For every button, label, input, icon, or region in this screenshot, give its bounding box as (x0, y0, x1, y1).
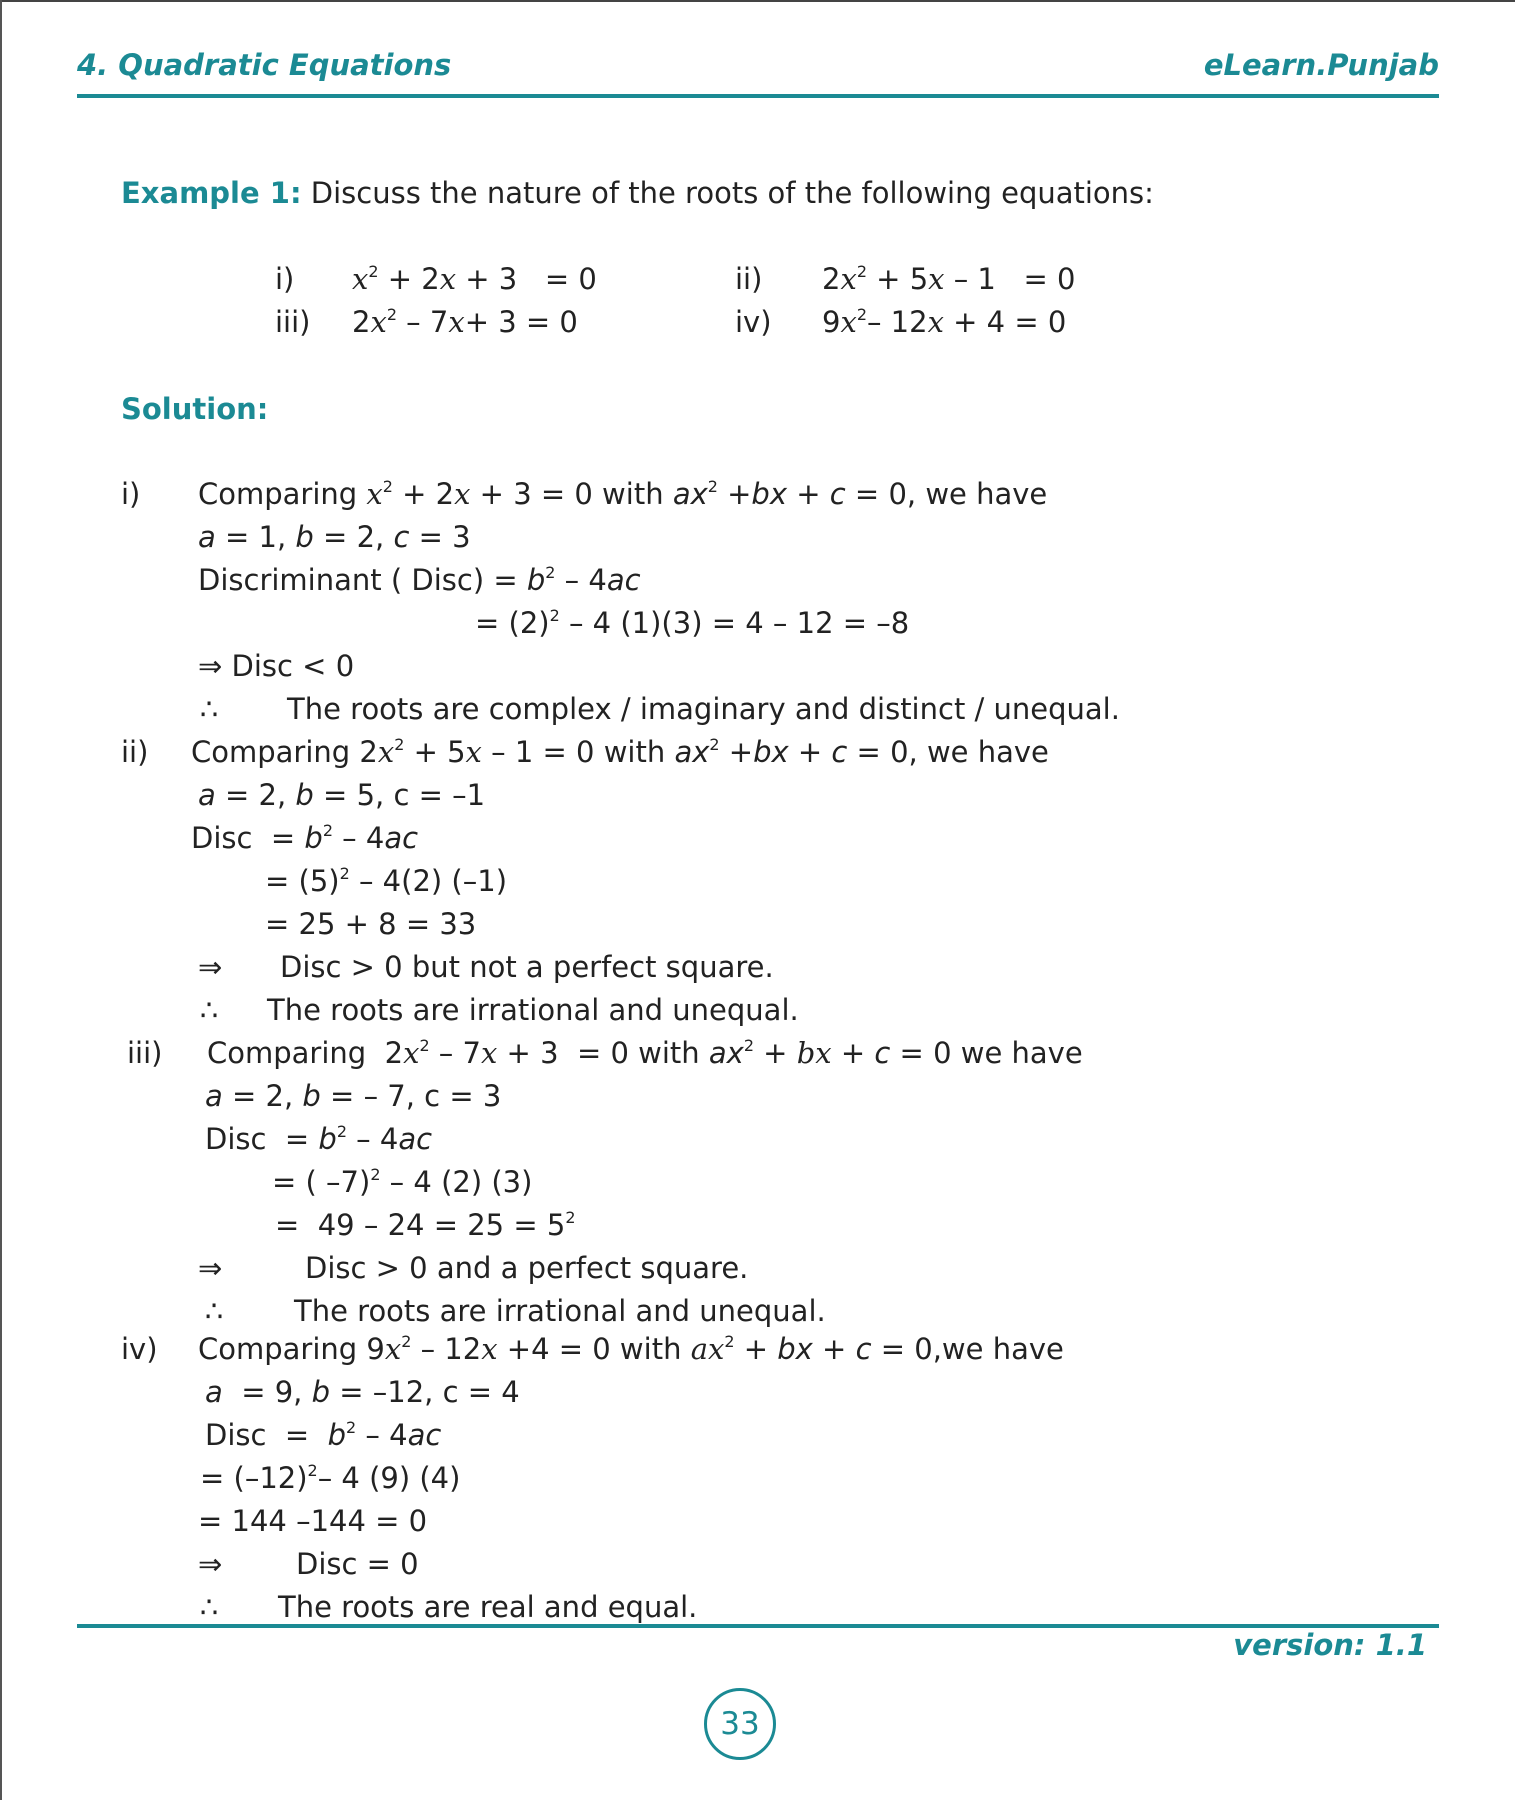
part-i-disc-formula: Discriminant ( Disc) = $b^2 - 4ac$ (198, 563, 641, 597)
part-ii-disc-result: = 25 + 8 = 33 (265, 907, 477, 941)
part-i-comparing: Comparing $x^2 + 2x + 3 = 0$ with $ax^2 +bx + c = 0$, we have (198, 477, 1048, 511)
part-i-implies: ⇒ Disc < 0 (198, 649, 355, 683)
equation-label-ii: ii) (735, 262, 763, 296)
part-ii-disc-formula: Disc = $b^2 - 4ac$ (191, 821, 419, 855)
part-iv-disc-formula: Disc = $b^2 - 4ac$ (205, 1418, 442, 1452)
part-i-coefficients: a = 1, b = 2, c = 3 (198, 520, 471, 554)
part-iii-disc-result: = $49 - 24 = 25 = 5^2$ (275, 1208, 576, 1242)
part-ii-disc-calc: = $(5)^2 - 4(2)$ (–1) (265, 864, 508, 898)
part-iv-conclusion: The roots are real and equal. (278, 1590, 698, 1624)
part-i-disc-calc: = $(2)^2 - 4$ (1)(3) = 4 – 12 = –8 (475, 606, 910, 640)
part-iv-coefficients: a = 9, b = –12, c = 4 (205, 1375, 520, 1409)
therefore-symbol: ∴ (200, 993, 219, 1027)
part-ii-comparing: Comparing $2x^2 + 5x - 1 = 0$ with $ax^2 +bx + c = 0$, we have (191, 735, 1049, 769)
implies-symbol: ⇒ (198, 1547, 223, 1581)
part-ii-number: ii) (121, 735, 149, 769)
brand-title: eLearn.Punjab (1203, 48, 1439, 82)
page-border-left (0, 0, 2, 1800)
part-iv-comparing: Comparing $9x^2 - 12x +4 = 0$ with $ax^2$ + bx + c = 0,we have (198, 1332, 1064, 1366)
header-rule (77, 94, 1439, 98)
equation-iii: $2x^2 - 7x+ 3 = 0$ (352, 305, 578, 339)
implies-symbol: ⇒ (198, 1251, 223, 1285)
part-iii-number: iii) (127, 1036, 163, 1070)
therefore-symbol: ∴ (205, 1294, 224, 1328)
part-iv-number: iv) (121, 1332, 158, 1366)
equation-label-iv: iv) (735, 305, 772, 339)
part-ii-coefficients: a = 2, b = 5, c = –1 (198, 778, 486, 812)
equation-label-i: i) (275, 262, 295, 296)
part-iii-disc-calc: = ( –7)$^2$ – 4 (2) (3) (272, 1165, 533, 1199)
implies-symbol: ⇒ (198, 950, 223, 984)
example-heading (121, 176, 1154, 210)
therefore-symbol: ∴ (200, 1590, 219, 1624)
equation-i: $x^2 + 2x + 3 = 0$ (352, 262, 597, 296)
page-border-top (0, 0, 1515, 2)
solution-label: Solution: (121, 392, 269, 426)
version-label: version: 1.1 (1233, 1628, 1427, 1662)
part-iv-implies: Disc = 0 (296, 1547, 419, 1581)
part-iii-conclusion: The roots are irrational and unequal. (294, 1294, 826, 1328)
part-i-conclusion: The roots are complex / imaginary and distinct / unequal. (287, 692, 1120, 726)
page-number: 33 (704, 1688, 776, 1760)
example-text: Discuss the nature of the roots of the following equations: (310, 176, 1154, 210)
chapter-title: 4. Quadratic Equations (77, 48, 452, 82)
equation-iv: $9x^2-$ 12x + 4 = 0 (822, 305, 1067, 339)
therefore-symbol: ∴ (200, 692, 219, 726)
equation-ii: $2x^2 + 5x - 1 = 0$ (822, 262, 1076, 296)
part-iii-comparing: Comparing $2x^2 - 7x + 3 = 0$ with $ax^2$ + bx + c = 0 we have (207, 1036, 1083, 1070)
part-iii-coefficients: a = 2, b = – 7, c = 3 (205, 1079, 502, 1113)
equation-label-iii: iii) (275, 305, 311, 339)
part-ii-conclusion: The roots are irrational and unequal. (267, 993, 799, 1027)
part-iv-disc-calc: = $(-12)^2-$ 4 (9) (4) (200, 1461, 461, 1495)
part-ii-implies: Disc > 0 but not a perfect square. (280, 950, 774, 984)
part-iii-implies: Disc > 0 and a perfect square. (305, 1251, 749, 1285)
example-label: Example 1: (121, 176, 302, 210)
part-i-number: i) (121, 477, 141, 511)
part-iii-disc-formula: Disc = $b^2 - 4ac$ (205, 1122, 433, 1156)
part-iv-disc-result: = 144 –144 = 0 (198, 1504, 428, 1538)
